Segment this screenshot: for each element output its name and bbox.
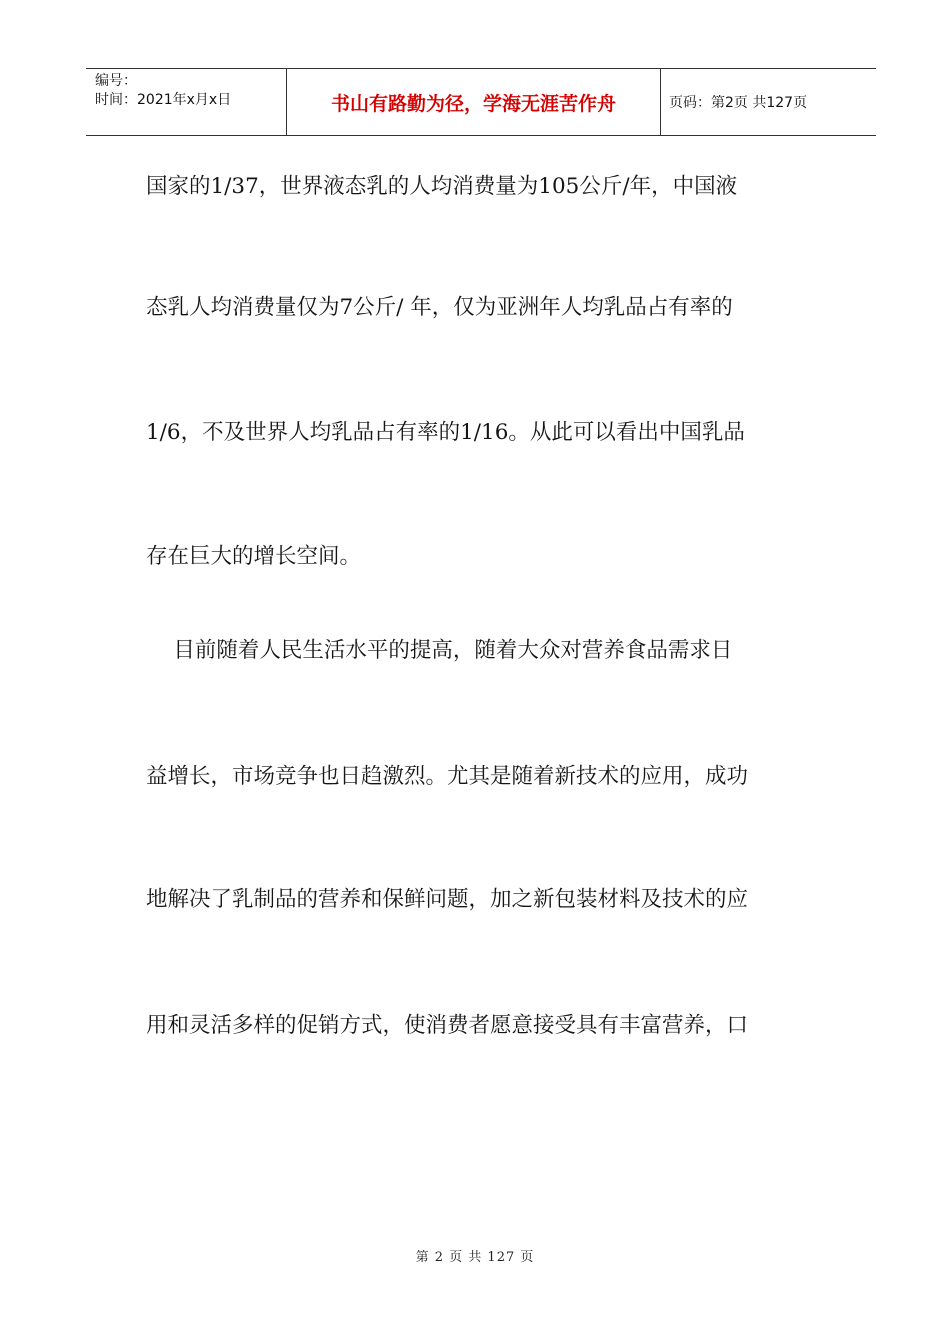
body-line: 国家的1/37，世界液态乳的人均消费量为105公斤/年，中国液 xyxy=(146,174,738,199)
header-time-label: 时间：2021年x月x日 xyxy=(95,92,232,108)
header-page-info: 页码：第2页 共127页 xyxy=(669,95,808,111)
body-line: 益增长，市场竞争也日趋激烈。尤其是随着新技术的应用，成功 xyxy=(146,764,749,789)
header-number-label: 编号： xyxy=(95,73,137,89)
body-line: 存在巨大的增长空间。 xyxy=(146,544,362,569)
body-line: 目前随着人民生活水平的提高，随着大众对营养食品需求日 xyxy=(146,638,733,663)
document-header xyxy=(86,68,876,136)
body-line: 用和灵活多样的促销方式，使消费者愿意接受具有丰富营养，口 xyxy=(146,1013,749,1038)
body-line: 1/6，不及世界人均乳品占有率的1/16。从此可以看出中国乳品 xyxy=(146,420,745,445)
header-motto: 书山有路勤为径，学海无涯苦作舟 xyxy=(287,69,661,135)
header-meta xyxy=(86,69,287,135)
body-line: 态乳人均消费量仅为7公斤/ 年，仅为亚洲年人均乳品占有率的 xyxy=(146,295,733,320)
body-line: 地解决了乳制品的营养和保鲜问题，加之新包装材料及技术的应 xyxy=(146,887,749,912)
page-footer: 第 2 页 共 127 页 xyxy=(415,1250,535,1265)
